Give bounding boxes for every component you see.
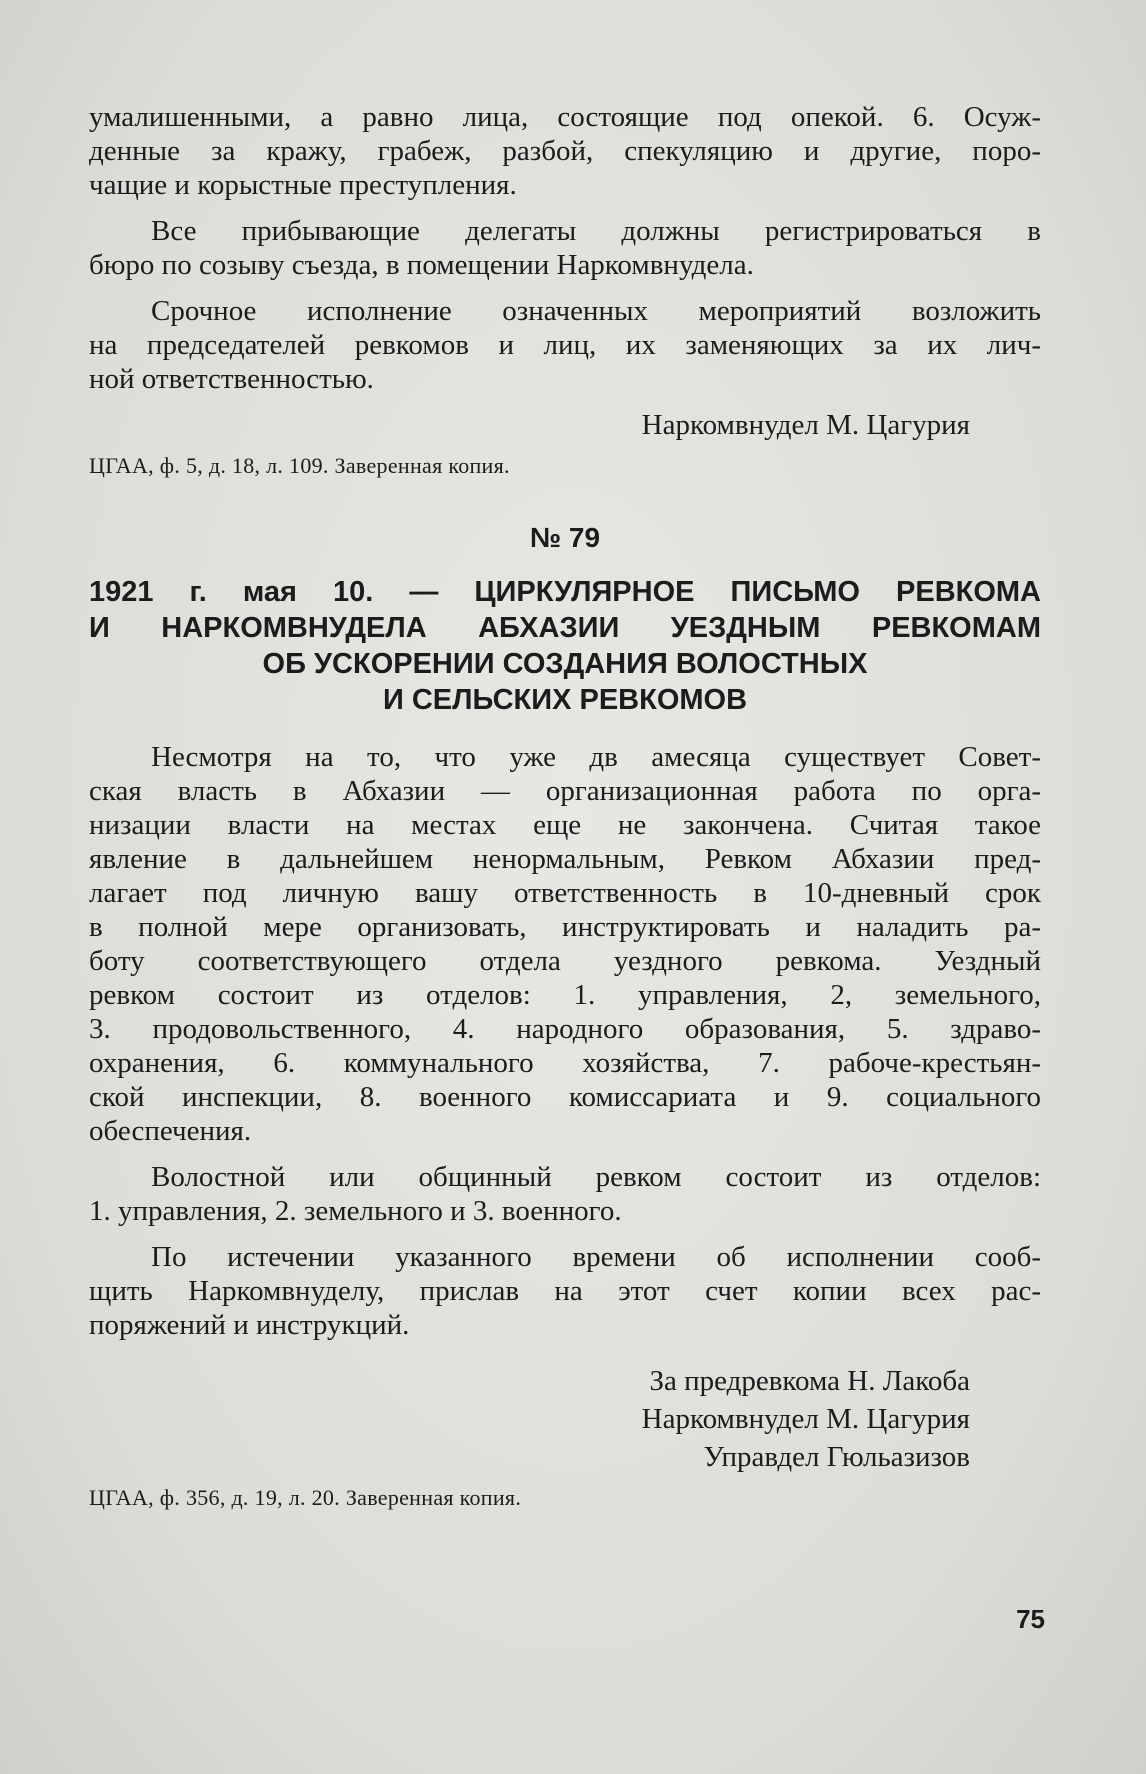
- text-line: Срочное исполнение означенных мероприятий возложить: [151, 295, 1041, 327]
- archive-source-top: ЦГАА, ф. 5, д. 18, л. 109. Заверенная копия.: [89, 453, 510, 478]
- text-line: лагает под личную вашу ответственность в 10-дневный срок: [89, 877, 1041, 909]
- heading-line: ОБ УСКОРЕНИИ СОЗДАНИЯ ВОЛОСТНЫХ: [262, 648, 868, 680]
- paragraph-report: [89, 1240, 1041, 1342]
- text-line: умалишенными, а равно лица, состоящие под опекой. 6. Осуж-: [89, 101, 1041, 133]
- spacer: [89, 1354, 1041, 1364]
- paragraph-execution: [89, 294, 1041, 396]
- heading-line: И НАРКОМВНУДЕЛА АБХАЗИИ УЕЗДНЫМ РЕВКОМАМ: [89, 612, 1041, 644]
- page-number: 75: [1016, 1604, 1045, 1634]
- text-line: Все прибывающие делегаты должны регистрироваться в: [151, 215, 1041, 247]
- text-line: 1. управления, 2. земельного и 3. военного.: [89, 1195, 622, 1227]
- signature-top: Наркомвнудел М. Цагурия: [641, 409, 970, 441]
- text-line: По истечении указанного времени об исполнении сооб-: [151, 1241, 1041, 1273]
- archive-source-bottom: ЦГАА, ф. 356, д. 19, л. 20. Заверенная копия.: [89, 1485, 522, 1510]
- text-line: на председателей ревкомов и лиц, их заменяющих за их лич-: [89, 329, 1041, 361]
- text-line: явление в дальнейшем ненормальным, Ревком Абхазии пред-: [89, 843, 1041, 875]
- paragraph-volost: [89, 1160, 1041, 1228]
- text-line: ной ответственностью.: [89, 363, 374, 395]
- text-line: ревком состоит из отделов: 1. управления, 2, земельного,: [89, 979, 1041, 1011]
- text-line: чащие и корыстные преступления.: [89, 169, 517, 201]
- heading-line: 1921 г. мая 10. — ЦИРКУЛЯРНОЕ ПИСЬМО РЕВКОМА: [89, 576, 1041, 608]
- signature-tsaguria: Наркомвнудел М. Цагурия: [641, 1403, 970, 1435]
- paragraph-continuation: [89, 100, 1041, 202]
- text-line: обеспечения.: [89, 1115, 252, 1147]
- text-line: охранения, 6. коммунального хозяйства, 7. рабоче-крестьян-: [89, 1047, 1041, 1079]
- text-line: 3. продовольственного, 4. народного образования, 5. здраво-: [89, 1013, 1041, 1045]
- text-line: щить Наркомвнуделу, прислав на этот счет копии всех рас-: [89, 1275, 1041, 1307]
- text-line: бюро по созыву съезда, в помещении Наркомвнудела.: [89, 249, 754, 281]
- text-line: ской инспекции, 8. военного комиссариата и 9. социального: [89, 1081, 1041, 1113]
- paragraph-main: [89, 740, 1041, 1148]
- text-line: низации власти на местах еще не закончена. Считая такое: [89, 809, 1041, 841]
- document-number: № 79: [529, 522, 601, 553]
- text-line: поряжений и инструкций.: [89, 1309, 410, 1341]
- text-line: ская власть в Абхазии — организационная работа по орга-: [89, 775, 1041, 807]
- heading-line: И СЕЛЬСКИХ РЕВКОМОВ: [382, 684, 748, 716]
- page-content: [89, 100, 1041, 1512]
- text-line: боту соответствующего отдела уездного ревкома. Уездный: [89, 945, 1041, 977]
- text-line: в полной мере организовать, инструктировать и наладить ра-: [89, 911, 1041, 943]
- document-heading: [89, 574, 1041, 718]
- text-line: денные за кражу, грабеж, разбой, спекуляцию и другие, поро-: [89, 135, 1041, 167]
- paragraph-registration: [89, 214, 1041, 282]
- signature-lakoba: За предревкома Н. Лакоба: [649, 1365, 970, 1397]
- text-line: Волостной или общинный ревком состоит из отделов:: [151, 1161, 1041, 1193]
- signature-gyulazizov: Управдел Гюльазизов: [703, 1441, 970, 1473]
- text-line: Несмотря на то, что уже дв амесяца существует Совет-: [151, 741, 1041, 773]
